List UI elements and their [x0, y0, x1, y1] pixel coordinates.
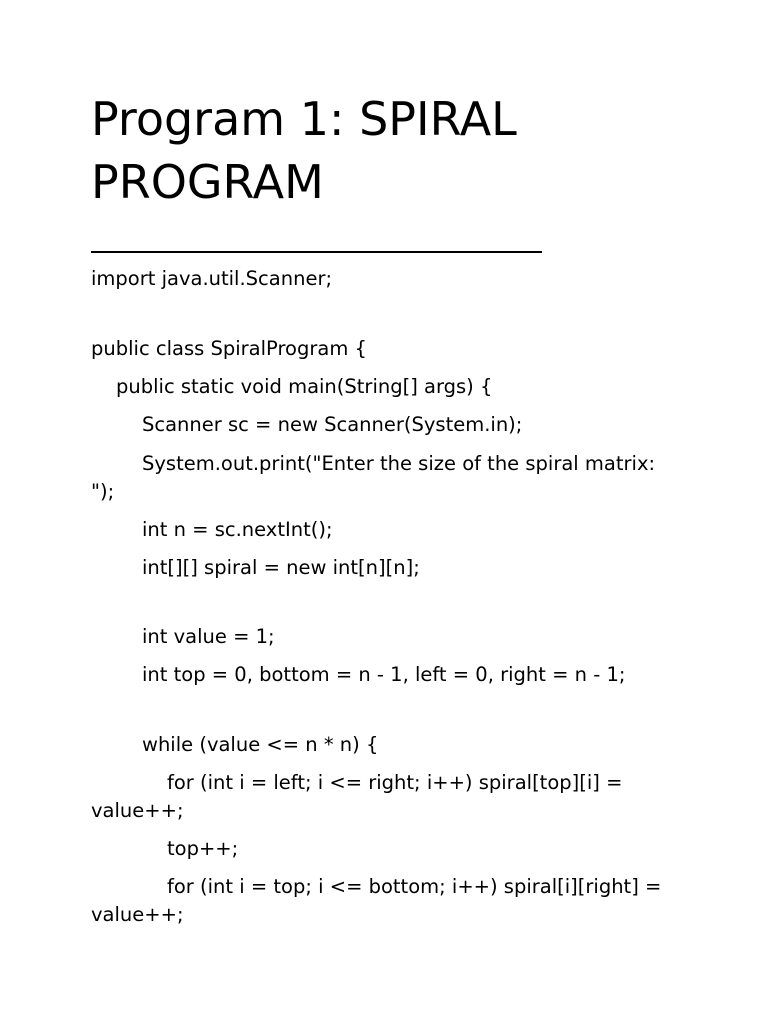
code-line: import java.util.Scanner; — [91, 267, 333, 290]
code-line: Scanner sc = new Scanner(System.in); — [142, 413, 523, 436]
code-line: public static void main(String[] args) { — [116, 375, 493, 398]
code-line: while (value <= n * n) { — [142, 733, 379, 756]
code-line: for (int i = left; i <= right; i++) spiral[top][i] = — [167, 771, 623, 794]
code-line: int top = 0, bottom = n - 1, left = 0, right = n - 1; — [142, 663, 626, 686]
code-line: int n = sc.nextInt(); — [142, 518, 333, 541]
code-line: int value = 1; — [142, 625, 275, 648]
title-divider — [91, 251, 542, 253]
code-line: "); — [91, 480, 115, 503]
code-line: System.out.print("Enter the size of the spiral matrix: — [142, 452, 656, 475]
code-line: for (int i = top; i <= bottom; i++) spiral[i][right] = — [167, 875, 662, 898]
code-line: value++; — [91, 799, 184, 822]
title-line-2: PROGRAM — [91, 155, 324, 209]
code-line: value++; — [91, 903, 184, 926]
title-line-1: Program 1: SPIRAL — [91, 92, 517, 146]
page-title — [91, 88, 651, 214]
code-line: public class SpiralProgram { — [91, 337, 367, 360]
code-line: top++; — [167, 837, 239, 860]
code-line: int[][] spiral = new int[n][n]; — [142, 556, 420, 579]
